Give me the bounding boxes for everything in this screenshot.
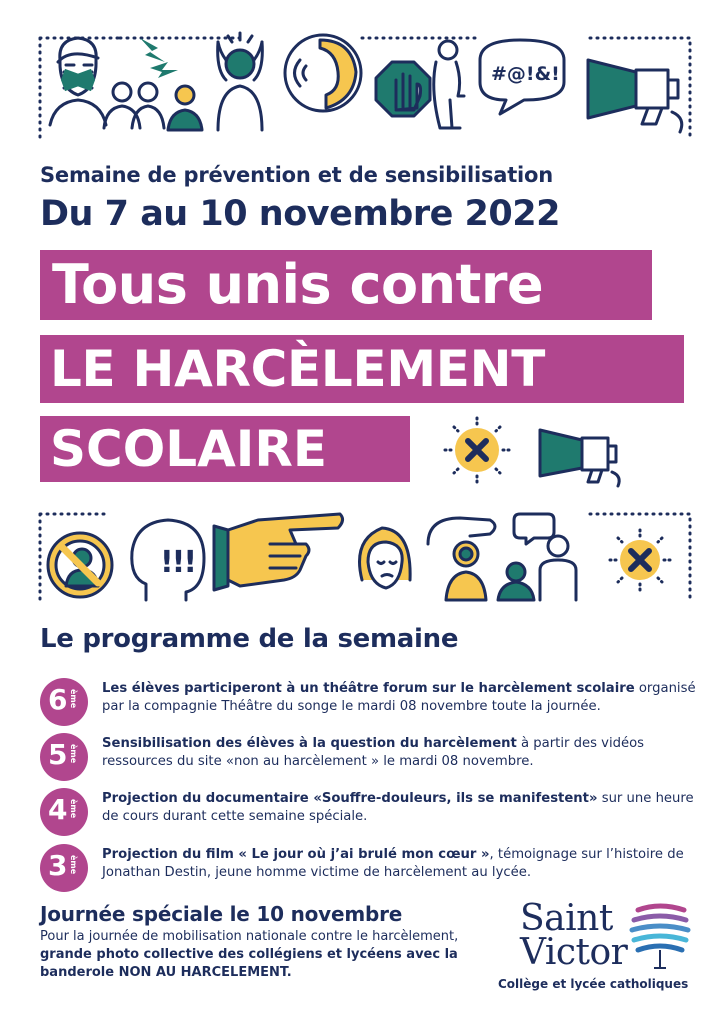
level-badge xyxy=(40,678,88,726)
level-suffix: ème xyxy=(69,744,78,764)
bottom-icon-row xyxy=(0,500,724,610)
program-item-6 xyxy=(40,678,696,730)
level-badge xyxy=(40,733,88,781)
level-number: 6 xyxy=(48,683,68,716)
cross-burst-icon xyxy=(445,418,509,482)
exclamation-marks: !!! xyxy=(160,545,196,580)
event-subtitle: Semaine de prévention et de sensibilisation xyxy=(40,163,554,187)
pointing-hand-icon xyxy=(214,514,343,590)
top-icon-row xyxy=(0,0,724,150)
stressed-person-icon xyxy=(218,33,263,130)
program-text-bold: Projection du film « Le jour où j’ai brulé mon cœur » xyxy=(102,847,490,862)
megaphone-small-icon xyxy=(540,430,619,486)
title-line-1: Tous unis contre xyxy=(40,250,652,320)
level-number: 5 xyxy=(48,738,68,771)
stop-hand-icon xyxy=(376,62,430,116)
special-text-bold: grande photo collective des collégiens et lycéens avec la banderole NON AU HARCELEMENT. xyxy=(40,947,458,980)
program-text xyxy=(102,735,702,771)
program-text xyxy=(102,790,702,826)
program-text-rest: à partir des vidéos ressources du site «non au harcèlement » le mardi 08 novembre. xyxy=(102,736,645,769)
sad-girl-icon xyxy=(360,528,411,588)
level-badge xyxy=(40,844,88,892)
pressure-hand-icon xyxy=(428,518,495,600)
level-number: 4 xyxy=(48,793,68,826)
level-suffix: ème xyxy=(69,855,78,875)
bystander-people-icon xyxy=(498,514,576,600)
program-item-4 xyxy=(40,788,694,840)
logo-word-saint: Saint xyxy=(520,898,613,939)
logo-emblem-icon xyxy=(628,902,692,970)
megaphone-icon xyxy=(588,60,682,132)
program-text-rest: sur une heure de cours durant cette semaine spéciale. xyxy=(102,791,694,824)
logo-tagline: Collège et lycée catholiques xyxy=(498,977,689,991)
lightning-icon xyxy=(140,38,178,78)
title-line-3: SCOLAIRE xyxy=(40,416,410,482)
logo-word-victor: Victor xyxy=(520,932,628,973)
program-item-5 xyxy=(40,733,690,785)
program-text-rest: , témoignage sur l’histoire de Jonathan Destin, jeune homme victime de harcèlement au lycée. xyxy=(102,847,684,880)
level-suffix: ème xyxy=(69,799,78,819)
special-text-plain: Pour la journée de mobilisation nationale contre le harcèlement, xyxy=(40,929,459,944)
prohibited-person-icon xyxy=(48,533,112,597)
program-heading: Le programme de la semaine xyxy=(40,624,459,654)
leaning-person-icon xyxy=(434,41,464,128)
program-text-bold: Sensibilisation des élèves à la question du harcèlement xyxy=(102,736,517,751)
program-text xyxy=(102,680,702,716)
group-people-icon xyxy=(104,83,202,130)
program-text-bold: Projection du documentaire «Souffre-douleurs, ils se manifestent» xyxy=(102,791,598,806)
special-day-text xyxy=(40,928,460,982)
swear-symbols: #@!&! xyxy=(491,63,560,85)
program-item-3 xyxy=(40,844,690,896)
program-text-rest: organisé par la compagnie Théâtre du songe le mardi 08 novembre toute la journée. xyxy=(102,681,696,714)
cross-burst-icon-2 xyxy=(610,530,670,590)
shouting-face-icon xyxy=(285,35,361,111)
silenced-face-icon xyxy=(50,38,106,125)
level-badge xyxy=(40,788,88,836)
level-suffix: ème xyxy=(69,689,78,709)
event-dates: Du 7 au 10 novembre 2022 xyxy=(40,194,560,234)
program-text xyxy=(102,846,702,882)
level-number: 3 xyxy=(48,849,68,882)
title-line-2: LE HARCÈLEMENT xyxy=(40,335,684,403)
middle-icon-row xyxy=(0,410,724,490)
special-day-title: Journée spéciale le 10 novembre xyxy=(40,902,403,926)
program-text-bold: Les élèves participeront à un théâtre forum sur le harcèlement scolaire xyxy=(102,681,635,696)
